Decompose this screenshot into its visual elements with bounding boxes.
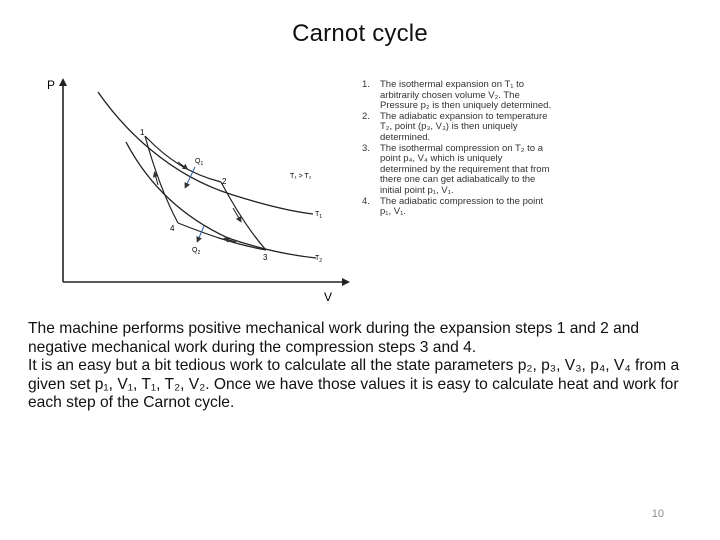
p-axis-label: P — [47, 78, 56, 92]
v-axis-label: V — [324, 290, 333, 304]
isotherm-t1-label: $T_1$ — [315, 211, 323, 220]
pv-diagram — [28, 70, 553, 308]
cycle-step-text: The isothermal compression on T₂ to a point p₄, V₄ which is uniquely determined by the requirement that from there one can get adiabatically to the initial point p₁, V₁. — [380, 142, 550, 196]
cycle-step: 4. The adiabatic compression to the point p₁, V₁. — [362, 195, 544, 218]
point-1-label: 1 — [140, 128, 145, 137]
point-2-label: 2 — [222, 177, 227, 186]
isotherm-t2-label: $T_2$ — [315, 255, 323, 264]
slide-body — [28, 320, 696, 413]
heat-out-label: $Q_2$ — [192, 247, 201, 256]
paragraph-work: The machine performs positive mechanical work during the expansion steps 1 and 2 and negative mechanical work during the compression steps 3 and 4. — [28, 320, 640, 356]
heat-in-label: $Q_1$ — [195, 158, 204, 167]
slide-title: Carnot cycle — [292, 20, 428, 47]
page-number: 10 — [651, 508, 664, 520]
point-3-label: 3 — [263, 253, 268, 262]
step-1-2-isothermal-expansion — [145, 136, 221, 182]
isotherm-t1-curve — [98, 92, 313, 214]
cycle-step-text: The adiabatic expansion to temperature T₂, point (p₃, V₃) is then uniquely determined. — [380, 110, 548, 143]
paragraph-calculation: It is an easy but a bit tedious work to calculate all the state parameters p₂, p₃, V₃, p₄, V₄ from a given set p₁, V₁, T₁, T₂, V₂. Once we have those values it is easy to calculate heat and work for each step of the Carnot cycle. — [28, 357, 680, 411]
cycle-step-text: The isothermal expansion on T₁ to arbitrarily chosen volume V₂. The Pressure p₂ is then uniquely determined. — [380, 79, 552, 112]
temp-relation-label: T₁ > T₂ — [290, 173, 312, 180]
point-4-label: 4 — [170, 224, 175, 233]
cycle-step: 2. The adiabatic expansion to temperature T₂, point (p₃, V₃) is then uniquely determined. — [362, 110, 548, 143]
cycle-step-text: The adiabatic compression to the point p₁, V₁. — [380, 195, 544, 218]
cycle-step: 1. The isothermal expansion on T₁ to arbitrarily chosen volume V₂. The Pressure p₂ is then uniquely determined. — [362, 79, 552, 112]
cycle-steps-list — [362, 80, 552, 218]
cycle-step: 3. The isothermal compression on T₂ to a point p₄, V₄ which is uniquely determined by the requirement that from there one can get adiabatically to the initial point p₁, V₁. — [362, 142, 550, 196]
isotherm-t2-curve — [126, 142, 316, 258]
